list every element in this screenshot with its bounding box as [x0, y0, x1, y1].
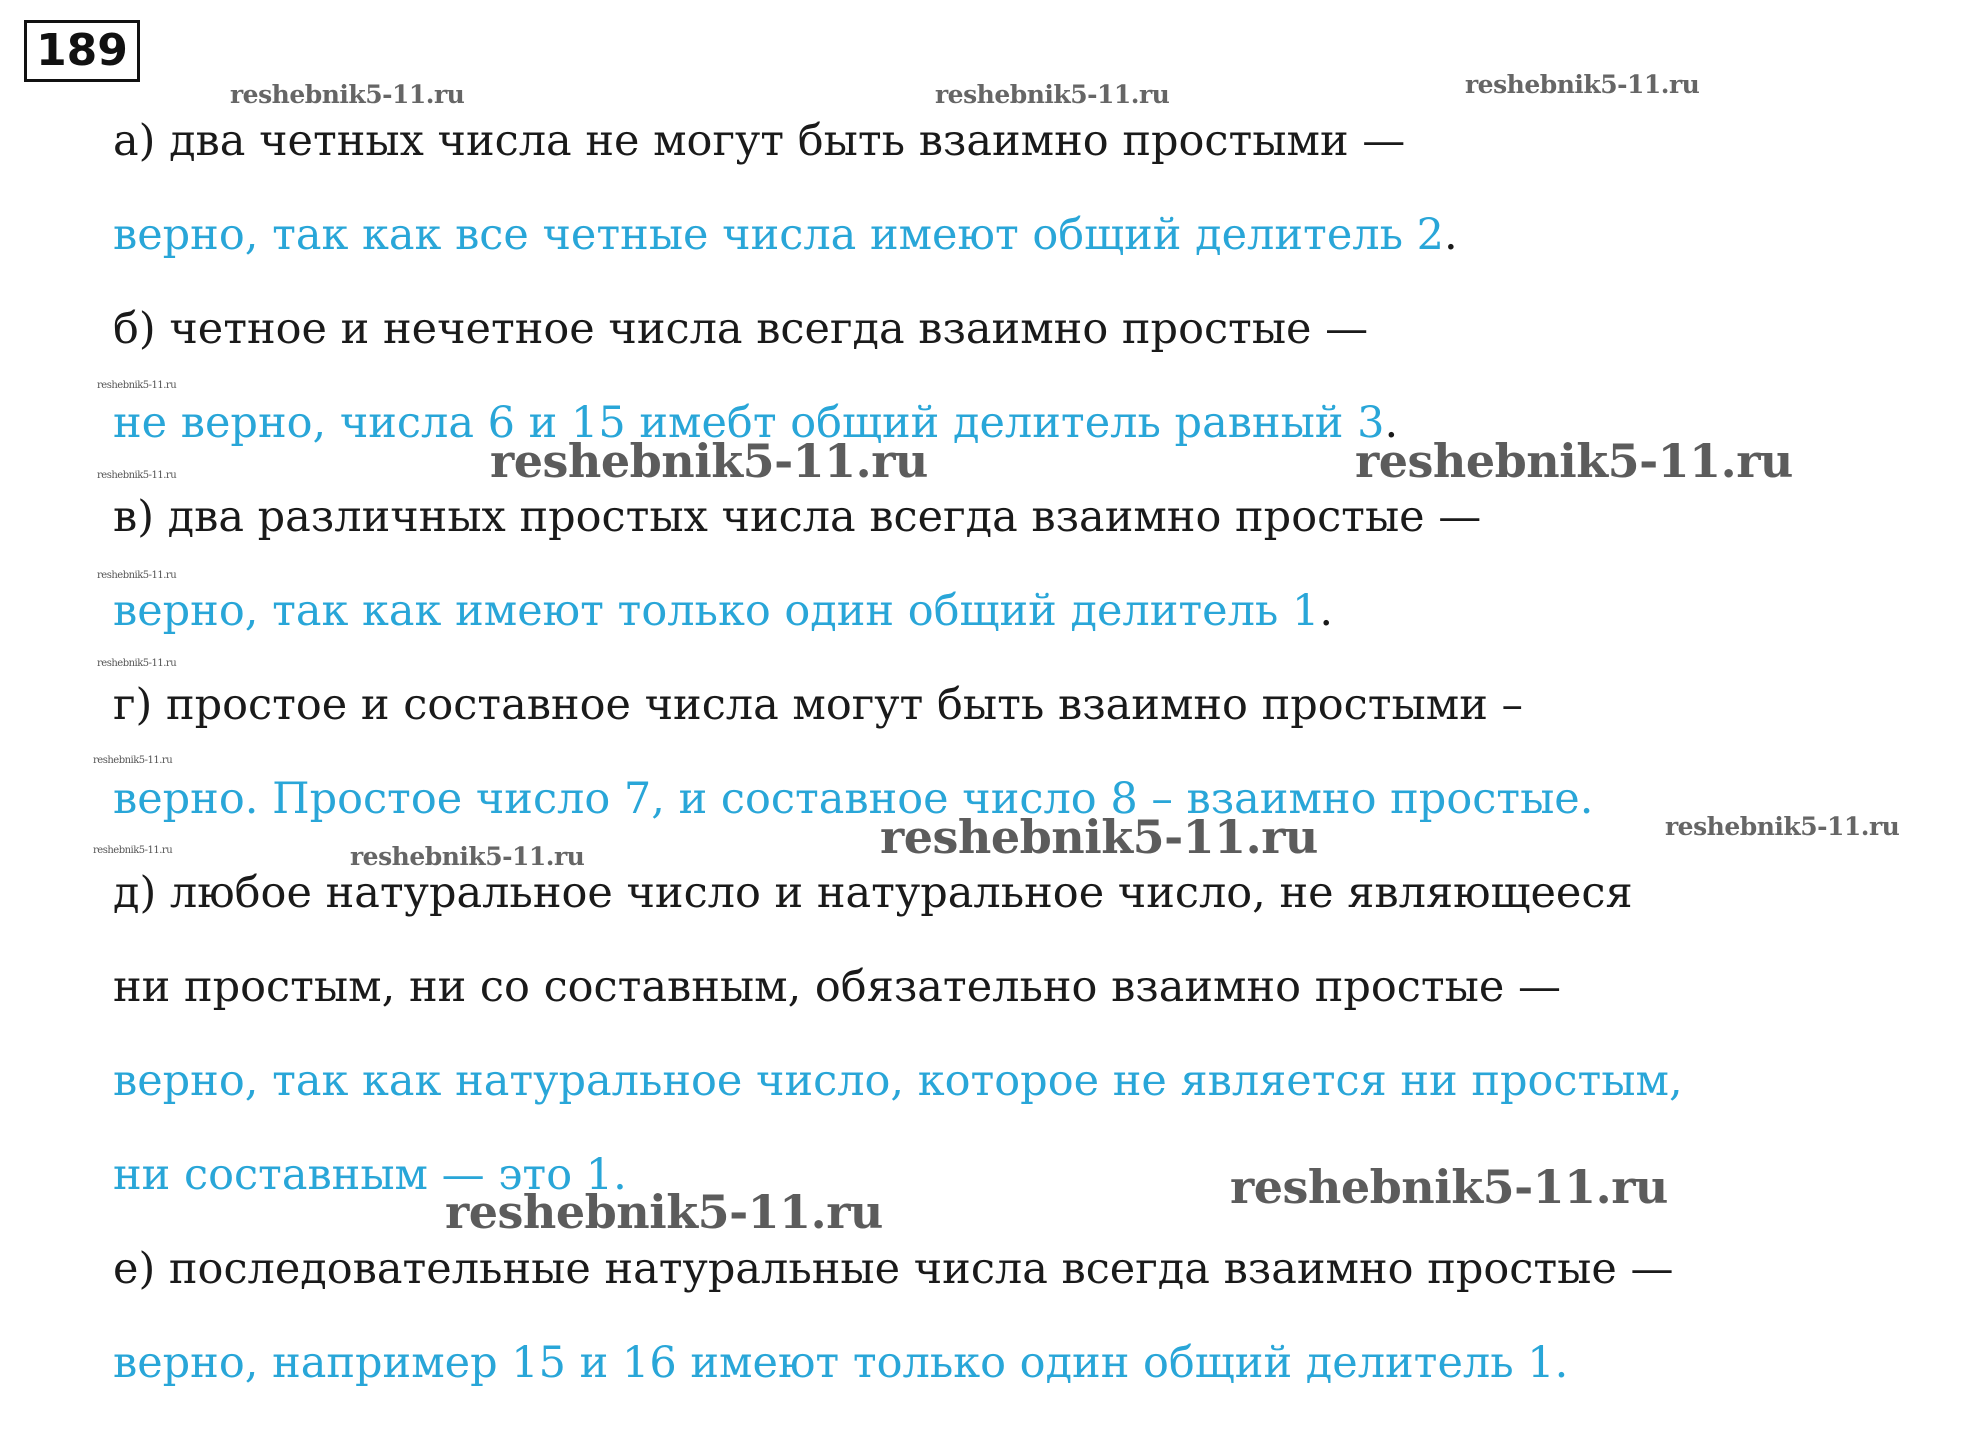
answer-g: верно. Простое число 7, и составное число 8 – взаимно простые.: [113, 774, 1594, 824]
watermark: reshebnik5-11.ru: [1230, 1160, 1668, 1214]
question-d-part2: ни простым, ни со составным, обязательно взаимно простые —: [113, 962, 1561, 1012]
question-b: б) четное и нечетное числа всегда взаимно простые —: [113, 304, 1369, 354]
question-v: в) два различных простых числа всегда взаимно простые —: [113, 492, 1482, 542]
answer-d-part1: верно, так как натуральное число, которое не является ни простым,: [113, 1056, 1683, 1106]
question-g: г) простое и составное числа могут быть взаимно простыми –: [113, 680, 1524, 730]
answer-d-part2: ни составным — это 1.: [113, 1150, 627, 1200]
watermark: reshebnik5-11.ru: [97, 570, 177, 581]
line-14: [113, 1316, 1963, 1410]
answer-b: не верно, числа 6 и 15 имебт общий делитель равный 3: [113, 398, 1385, 448]
watermark: reshebnik5-11.ru: [350, 842, 585, 871]
watermark: reshebnik5-11.ru: [880, 810, 1318, 864]
watermark: reshebnik5-11.ru: [97, 380, 177, 391]
question-a: а) два четных числа не могут быть взаимно простыми —: [113, 116, 1406, 166]
watermark: reshebnik5-11.ru: [1465, 70, 1700, 99]
question-d-part1: д) любое натуральное число и натуральное число, не являющееся: [113, 868, 1633, 918]
line-7: [113, 658, 1963, 752]
watermark: reshebnik5-11.ru: [230, 80, 465, 109]
watermark: reshebnik5-11.ru: [93, 755, 173, 766]
line-10: [113, 940, 1963, 1034]
watermark: reshebnik5-11.ru: [97, 470, 177, 481]
watermark: reshebnik5-11.ru: [935, 80, 1170, 109]
question-e: е) последовательные натуральные числа всегда взаимно простые —: [113, 1244, 1674, 1294]
answer-a-end: .: [1444, 210, 1458, 260]
watermark: reshebnik5-11.ru: [93, 845, 173, 856]
line-13: [113, 1222, 1963, 1316]
line-6: [113, 564, 1963, 658]
watermark: reshebnik5-11.ru: [97, 658, 177, 669]
line-11: [113, 1034, 1963, 1128]
watermark: reshebnik5-11.ru: [490, 434, 928, 488]
answer-v-end: .: [1319, 586, 1334, 636]
line-2: [113, 188, 1963, 282]
watermark: reshebnik5-11.ru: [1355, 434, 1793, 488]
watermark: reshebnik5-11.ru: [1665, 812, 1900, 841]
answer-b-end: .: [1384, 398, 1399, 448]
answer-v: верно, так как имеют только один общий делитель 1: [113, 586, 1320, 636]
answer-e: верно, например 15 и 16 имеют только один общий делитель 1.: [113, 1338, 1569, 1388]
solution-text: [113, 94, 1963, 1410]
line-3: [113, 282, 1963, 376]
line-12: [113, 1128, 1963, 1222]
watermark: reshebnik5-11.ru: [445, 1185, 883, 1239]
problem-number: 189: [24, 20, 140, 82]
answer-a: верно, так как все четные числа имеют общий делитель 2: [113, 210, 1445, 260]
